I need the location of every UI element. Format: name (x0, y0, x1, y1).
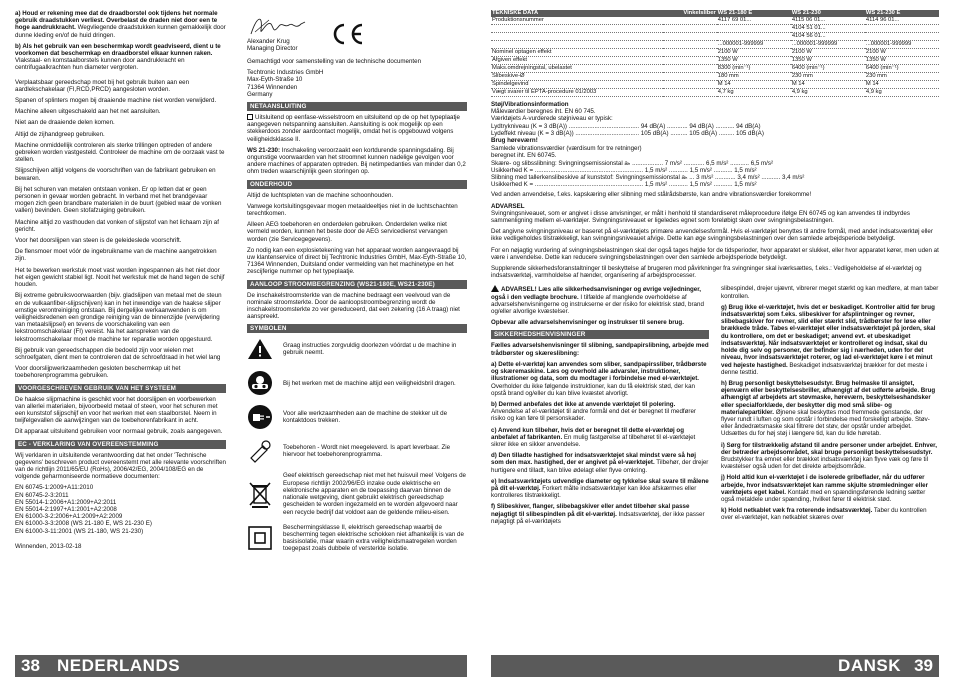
symbol-row (247, 524, 467, 553)
mains-text: Uitsluitend op eenfase-wisselstroom en uitsluitend op de op het typeplaatje aangegeven netspanning aansluiten. Aansluiting is ook mogelijk op een stekkerdoos zonder aardcontact mogelijk, omdat het is opgebouwd volgens veiligheidsklasse II. (247, 114, 461, 143)
symbol-text: Geef elektrisch gereedschap niet met het huisvuil mee! Volgens de Europese richtlijn 2002/96/EG inzake oude elektrische en elektronische apparaten en de toepassing daarvan binnen de nationale wetgeving, dient gebruikt elektrisch gereedschap gescheiden te worden ingezameld en te worden afgevoerd naar een recycle bedrijf dat voldoet aan de geldende milieu-eisen. (283, 472, 466, 516)
safety-paragraph: Machine onmiddellijk controleren als sterke trillingen optreden of andere gebreken worden vastgesteld. Controleer de machine om de oorzaak vast te stellen. (15, 141, 225, 164)
warning-p2: Det angivne svingningsniveau er baseret på el-værktøjets primære anvendelsesformål. Hvis el-værktøjet benyttes til andre formål, med andet indsatsværktøj eller ikke vedligeholdes tilstrækkeligt, kan svingningsniveauet afvige. Dette kan øge svingningsbelastningen over den samlede arbejdsperiode betydeligt. (491, 228, 933, 243)
intended-use-paragraph: De haakse slijpmachine is geschikt voor het doorslijpen en voorbewerken van allerlei materialen, bijvoorbeeld metaal of steen, voor het schuren met een kunststof slijpschijf en voor het werken met een staalborstel. Neem in twijfelgevallen de aanwijzingen van de toebehorenfabrikant in acht. (15, 395, 218, 425)
noise-line: Lydeffekt niveau (K = 3 dB(A)) ..................................... 105 dB(A) .......... 105 dB(A) ......... 105 dB(A) (491, 129, 764, 137)
section-header-safety: SIKKERHEDSHENVISNINGER (491, 330, 709, 339)
safety-paragraph: Verplaatsbaar gereedschap moet bij het gebruik buiten aan een aardlekschakelaar (FI,RCD,PRCD) aangesloten worden. (15, 78, 190, 93)
safety-item-bold: g) Brug ikke el-værktøjet, hvis det er beskadiget. Kontroller altid før brug indsatsværktøj som f.eks. slibeskiver for afsplintninger og revner, slibebagskiver for revner, slid eller stærkt slid, trådbørster for løse eller brækkede tråde. Tabes el-værktøjet eller indsatsværktøjet på jorden, skal du kontrollere, om det er beskadiget; anvend evt. et ubeskadiget indsatsværktøj. Når indsatsværktøjet er kontrolleret og indsat, skal du holde dig selv og personer, der befinder sig i nærheden, uden for det niveau, hvor indsatsværktøjet roterer, og lad el-værktøjet køre i et minut ved højeste hastighed. (721, 303, 936, 369)
vibration-line: Slibning med tallerkenslibeskive af kunststof: Svingningsemissionstal aₕ ... 3 m/s² ............ 3,4 m/s² ........... 3,4 m/s² (491, 174, 805, 182)
safety-paragraph: Spanen of splinters mogen bij draaiende machine niet worden verwijderd. (15, 97, 217, 105)
tech-row-label (491, 41, 717, 49)
section-header-symbols: SYMBOLEN (247, 324, 467, 333)
tech-row-value (865, 25, 939, 33)
mains-text-ws21-230: WS 21-230: Inschakeling veroorzaakt een kortdurende spanningsdaling. Bij ongunstige voorwaarden van het stroomnet kunnen nadelige gevolgen voor andere machines of apparaten optreden. Bij netimpedanties van minder dan 0,2 ohm treden waarschijnlijk geen storingen op. (247, 146, 466, 176)
tech-header-model-2: WS 21-230 (791, 10, 821, 16)
intended-use-paragraph: Dit apparaat uitsluitend gebruiken voor normaal gebruik, zoals aangegeven. (15, 428, 223, 436)
tech-row-value: 1350 W (717, 57, 791, 65)
symbol-row (247, 472, 467, 515)
signer-title: Managing Director (247, 45, 298, 53)
safety-heading: Fælles advarselshenvisninger til slibning, sandpapirslibning, arbejde med trådbørster og skæreslibning: (491, 342, 709, 357)
noise-line: Værktøjets A-vurderede støjniveau er typisk: (491, 115, 613, 123)
tech-row-value: 4,7 kg (717, 89, 791, 97)
section-header-soft-start: AANLOOP STROOMBEGRENZING (WS21-180E, WS21-230E) (247, 280, 467, 289)
language-label-left: NEDERLANDS (57, 656, 181, 675)
safety-paragraph: Machine altijd zo vasthouden dat vonken of slijpstof van het lichaam zijn af gericht. (15, 218, 219, 233)
warning-triangle-icon (247, 336, 273, 362)
intro-paragraph (15, 43, 226, 72)
intro-paragraph (15, 10, 226, 39)
intro-paragraph-text: Vlakstaal- en komstaalborstels kunnen door aandrukkracht en centrifugaalkrachten hun diameter vergroten. (15, 57, 185, 72)
tech-row-label: Afgiven effekt (491, 57, 717, 65)
safety-item (721, 442, 939, 471)
warning-p1: Svingningsniveauet, som er angivet i disse anvisninger, er målt i henhold til standardiseret måleprocedure ifølge EN 60745 og kan anvendes til indbyrdes sammenligning mellem el-værktøjer. Svingningsniveauet er ligeledes egnet som foreløbigt skøn over svingningsbelastningen. (491, 209, 910, 225)
keep-instructions: Opbevar alle advarselshenvisninger og instrukser til senere brug. (491, 319, 684, 327)
intro-paragraph-bold: a) Houd er rekening mee dat de draadborstel ook tijdens het normale gebruik draadstukken verliest. Overbelast de draden niet door een te hoge aandrukkracht. (15, 10, 218, 32)
warning-title: ADVARSEL (491, 202, 525, 210)
tech-row-value: 1350 W (791, 57, 865, 65)
intro-paragraph-bold: b) Als het gebruik van een beschermkap wordt geadviseerd, dient u te voorkomen dat beschermkap en draadborstel elkaar kunnen raken. (15, 42, 221, 58)
safety-item-bold: a) Dette el-værktøj kan anvendes som sliber, sandpapirssliber, trådbørste og skæremaskine. Læs og overhold alle advarsler, instruktioner, illustrationer og data, som du modtager i forbindelse med el-værktøjet. (491, 360, 707, 383)
tech-row-value: 4104 56 01... (791, 33, 865, 41)
symbol-text: Voor alle werkzaamheden aan de machine de stekker uit de kontaktdoos trekken. (283, 410, 448, 425)
tech-row-label: Vægt svarer til EPTA-procedure 01/2003 (491, 89, 717, 97)
accessory-icon (247, 438, 273, 464)
tech-row-label: Spindelgevind (491, 81, 717, 89)
middle-column (247, 10, 467, 561)
tech-row-label: Produktionsnummer (491, 17, 717, 25)
safety-item-text: Øjnene skal beskyttes mod fremmede genstande, der flyver rundt i luften og som opstår i forbindelse med forskelligt arbejde. Støv- eller åndedrætsmaske skal filtrere det støv, der opstår under arbejdet. Udsættes du for høj støj i længere tid, kan du lide høretab. (721, 408, 930, 438)
tech-row-value: 2100 W (865, 49, 939, 57)
signer-name: Alexander Krug (247, 38, 290, 45)
safety-paragraph: Voor doorslijpwerkzaamheden gesloten beschermkap uit het toebehorenprogramma gebruiken. (15, 365, 181, 380)
right-subcolumn-2 (721, 285, 939, 528)
footer-right (491, 647, 939, 677)
safety-item-text: Overholder du ikke følgende instruktioner, kan du få elektrisk stød, der kan opstå brand og/eller du kan blive kvæstet alvorligt. (491, 382, 695, 397)
safety-item-bold: d) Den tilladte hastighed for indsatsværktøjet skal mindst være så høj som den max. hastighed, der er angivet på el-værktøjet. (491, 452, 696, 467)
tech-row-value (717, 33, 791, 41)
safety-paragraph: Voor het doorslijpen van steen is de geleideslede voorschrift. (15, 237, 182, 245)
norm-item: EN 60745-1:2009+A11:2010 (15, 484, 94, 492)
safety-item-text: Beskadiget indsatsværktøj brækker for det meste i denne testtid. (721, 361, 928, 376)
tech-row (491, 33, 939, 41)
symbol-row (247, 438, 467, 464)
page-number-right: 39 (914, 656, 933, 675)
symbol-text: Toebehoren - Wordt niet meegeleverd. Is apart leverbaar. Zie hiervoor het toebehorenprogramma. (283, 444, 451, 459)
tech-row (491, 49, 939, 57)
language-label-right: DANSK (838, 656, 901, 675)
unplug-icon (247, 404, 273, 430)
crossed-bin-icon (247, 481, 273, 507)
safety-item-text: Tilbehør, der drejer hurtigere end tilladt, kan blive ødelagt eller flyve omkring. (491, 459, 709, 474)
tech-row (491, 89, 939, 97)
symbol-row (247, 370, 467, 396)
symbol-row (247, 336, 467, 362)
tech-row-value: 2100 W (717, 49, 791, 57)
tech-row-value: 6400 (min⁻¹) (791, 65, 865, 73)
right-subcolumn-1 (491, 285, 709, 528)
safety-item (491, 478, 709, 500)
place-date: Winnenden, 2013-02-18 (15, 542, 82, 550)
safety-item-text: Taber du kontrollen over el-værktøjet, kan netkablet skæres over (721, 507, 927, 522)
tech-row-value: 4117 69 01... (717, 17, 791, 25)
safety-warning: ADVARSEL! Læs alle sikkerhedsanvisninger og øvrige vejledninger, også i den vedlagte brochure. I tilfælde af manglende overholdelse af advarselshenvisningerne og instrukserne er der risiko for elektrisk stød, brand og/eller alvorlige kvæstelser. (491, 286, 704, 316)
tech-row-value: 230 mm (865, 73, 939, 81)
tech-row-value: ...000001-999999 (717, 41, 791, 49)
safety-paragraph: Bij gebruik van gereedschappen die bedoeld zijn voor wielen met schroefgaten, dient men te controleren dat de schroefdraad in het wiel lang (15, 346, 221, 361)
norm-item: EN 55014-2:1997+A1:2001+A2:2008 (15, 505, 117, 513)
tech-row-value: 2100 W (791, 49, 865, 57)
norm-item: EN 60745-2-3:2011 (15, 491, 69, 499)
tech-row-label (491, 25, 717, 33)
norm-item: EN 61000-3-2:2006+A1:2009+A2:2009 (15, 513, 123, 521)
norm-item: EN 61000-3-11:2001 (WS 21-180, WS 21-230) (15, 527, 144, 535)
company-line: Max-Eyth-Straße 10 (247, 76, 303, 84)
symbol-text: Graag instructies zorgvuldig doorlezen vóórdat u de machine in gebruik neemt. (283, 342, 457, 357)
safety-item-text: En mulig fastgørelse af tilbehøret til el-værktøjet sikrer ikke en sikker anvendelse. (491, 433, 696, 448)
safety-paragraph: Altijd de zijhandgreep gebruiken. (15, 130, 105, 138)
safety-item-text: Brudstykker fra emnet eller brækket indsatsværktøj kan flyve væk og føre til kvæstelser også uden for det direkte arbejdsområde. (721, 455, 929, 471)
tech-row-value: 4114 96 01... (865, 17, 939, 25)
safety-item (491, 401, 709, 423)
safety-item (721, 285, 939, 299)
other-use-note: Ved anden anvendelse, f.eks. kapskæring eller slibning med stålrådsbørste, kan andre vibrationsværdier forekomme! (491, 191, 812, 199)
safety-item-text: Kontakt med en spændingsførende ledning sætter også metaldele under spænding, hvilket fører til elektrisk stød. (721, 488, 926, 503)
tech-row-value: 4,9 kg (865, 89, 939, 97)
safety-item-bold: h) Brug personligt beskyttelsesudstyr. Brug helmaske til ansigtet, øjenværn eller beskyttelsesbriller, afhængigt af det udførte arbejde. Brug afhængigt af arbejdets art støvmaske, høreværn, beskyttelseshandsker eller specialforklæde, der beskytter dig mod små slibe- og materialepartikler. (721, 379, 936, 416)
safety-item-bold: f) Slibeskiver, flanger, slibebagskiver eller andet tilbehør skal passe nøjagtigt til slibespindlen på dit el-værktøj. (491, 503, 690, 518)
safety-item (491, 452, 709, 474)
ear-protection: Brug høreværn! (491, 137, 538, 145)
norm-item: EN 55014-1:2006+A1:2009+A2:2011 (15, 498, 117, 506)
safety-paragraph: Machine alleen uitgeschakeld aan het net aansluiten. (15, 108, 161, 116)
safety-paragraph: De flensmoer moet vóór de ingebruikname van de machine aangetrokken zijn. (15, 248, 217, 263)
safety-item-text: Indsatsværktøj, der ikke passer nøjagtigt på el-værktøjets (491, 510, 705, 525)
safety-paragraph: Bij het schuren van metalen ontstaan vonken. Er op letten dat er geen personen in gevaar worden gebracht. In verband met het brandgevaar mogen zich geen brandbare materialen in de buurt (gebied waar de vonken vallen) bevinden. Geen stofafzuiging gebruiken. (15, 185, 222, 215)
tech-header-model-3: WS 21-230 E (865, 10, 901, 16)
norm-item: EN 61000-3-3:2008 (WS 21-180 E, WS 21-230 E) (15, 520, 152, 528)
tech-row-value: 1350 W (865, 57, 939, 65)
maintenance-paragraph: Altijd de luchtspleten van de machine schoonhouden. (247, 191, 394, 199)
safety-item (721, 380, 939, 438)
tech-header-model-1: WS 21-180 E (717, 10, 753, 16)
vibration-line: Usikkerhed K = ............................................................... 1,5 m/s² ........... 1,5 m/s² ........... 1,5 m/s² (491, 181, 757, 189)
safety-item-text: slibespindel, drejer ujævnt, vibrerer meget stærkt og kan medføre, at man taber kontrollen. (721, 285, 939, 300)
safety-item (721, 304, 939, 376)
tech-row-value: ...000001-999999 (791, 41, 865, 49)
maintenance-paragraph: Alleen AEG toebehoren en onderdelen gebruiken. Onderdelen welke niet vermeld worden, kunnen het beste door de AEG servicedienst vervangen worden (zie Servicegegevens). (247, 221, 448, 243)
tech-row (491, 65, 939, 73)
tech-row (491, 17, 939, 25)
tech-header-tool: Vinkelsliber (683, 10, 716, 16)
section-header-intended-use: VOORGESCHREVEN GEBRUIK VAN HET SYSTEEM (15, 384, 226, 393)
tech-row-value: M 14 (717, 81, 791, 89)
right-column (491, 10, 939, 529)
safety-item-bold: j) Hold altid kun el-værktøjet i de isolerede gribeflader, når du udfører arbejde, hvor indsatsværktøjet kan ramme skjulte strømledninger eller værktøjets eget kabel. (721, 474, 929, 496)
tech-row-value: 6400 (min⁻¹) (865, 65, 939, 73)
tech-row-value: 8300 (min⁻¹) (717, 65, 791, 73)
tech-row-value: 4,9 kg (791, 89, 865, 97)
safety-paragraph: Bij extreme gebruiksvoorwaarden (bijv. gladslijpen van metaal met de steun en de vulkaanfiber-slijpschijven) kan in het inwendige van de haakse slijper ernstige verontreiniging ontstaan. Bij dergelijke werkaanwenden is om veiligheidsredenen een grondige reiniging van de binnenzijde (verwijdering van metaalslijpsel) en tevens de voorschakeling van een lekstroomschakelaar (FI) vereist. Na het aanspreken van de lekstroomschakelaar moet de machine ter reparatie worden opgestuurd. (15, 292, 222, 343)
tech-row (491, 41, 939, 49)
tech-row-label: Maks.omdrejningstal, ubelastet (491, 65, 717, 73)
warning-p3: For en nøjagtig vurdering af svingningsbelastningen skal der også tages højde for de tidsperioder, hvor apparatet er slukket, eller hvor apparatet kører, men uden at være i anvendelse. Dette kan reducere svingningsbelastningen over den samlede arbejdsperiode betydeligt. (491, 246, 939, 261)
symbol-row (247, 404, 467, 430)
tech-data-table (491, 10, 939, 97)
tech-row-value: ...000001-999999 (865, 41, 939, 49)
safety-item (491, 503, 709, 525)
tech-row-value: M 14 (865, 81, 939, 89)
section-header-ec-declaration: EC - VERKLARING VAN OVEREENSTEMMING (15, 440, 226, 449)
safety-item (721, 507, 939, 521)
tech-row-label: Nominel optagen effekt (491, 49, 717, 57)
symbol-text: Bij het werken met de machine altijd een veiligheidsbril dragen. (283, 379, 456, 387)
tech-row-value (865, 33, 939, 41)
class-ii-icon (247, 525, 273, 551)
symbol-text: Beschermingsklasse II, elektrisch gereedschap waarbij de bescherming tegen elektrische schokken niet afhankelijk is van de basisisolatie, maar waarin extra veiligheidsmaatregelen worden toegepast zoals dubbele of versterkte isolatie. (283, 523, 464, 553)
safety-item-bold: i) Sørg for tilstrækkelig afstand til andre personer under arbejdet. Enhver, der betræder arbejdsområdet, skal bruge personligt beskyttelsesudstyr. (721, 441, 937, 456)
company-line: Germany (247, 90, 273, 98)
warning-p4: Supplerende sikkerhedsforanstaltninger til beskyttelse af brugeren mod påvirkninger fra svingninger skal iværksættes, f.eks.: Vedligeholdelse af el-værktøj og indsatsværktøj, varmholdelse af hænder, organisering af arbejdsprocesser. (491, 265, 922, 280)
safety-item (721, 474, 939, 503)
tech-row-value: 180 mm (717, 73, 791, 81)
section-header-mains: NETAANSLUITING (247, 102, 467, 111)
intro-paragraph-text: Wegvliegende draadstukken kunnen gemakkelijk door dunne kleding en/of de huid dringen. (15, 24, 226, 39)
noise-line: Lydtrykniveau (K = 3 dB(A)) ......................................... 94 dB(A) ............ 94 dB(A) ........... 94 dB(A) (491, 122, 761, 130)
ec-declaration-text: Wij verklaren in uitsluitende verantwoording dat het onder 'Technische gegevens' beschreven product overeenstemt met alle relevante voorschriften van de richtlijn 2011/65/EU (RoHs), 2006/42/EG, 2004/108/EG en de volgende geharmoniseerde normatieve documenten: (15, 451, 226, 481)
safety-item-bold: k) Hold netkablet væk fra roterende indsatsværktøj. (721, 507, 873, 515)
footer-left (15, 647, 467, 677)
warning-triangle-inline-icon (491, 285, 499, 292)
tech-row (491, 57, 939, 65)
maintenance-paragraph: Vanwege kortsluitingsgevaar mogen metaaldeeltjes niet in de luchtschachten terechtkomen. (247, 202, 458, 218)
tech-row-value: M 14 (791, 81, 865, 89)
ce-mark (329, 22, 365, 46)
safety-item (491, 361, 709, 397)
page-number-left: 38 (21, 656, 40, 675)
tech-row-label: Slibeskive-Ø (491, 73, 717, 81)
safety-item-bold: c) Anvend kun tilbehør, hvis det er beregnet til dette el-værktøj og anbefalet af fabrikanten. (491, 426, 684, 441)
tech-row (491, 25, 939, 33)
tech-row-label (491, 33, 717, 41)
vibration-line: Skære- og slibsslibning: Svingningsemissionstal aₕ .................. 7 m/s² ............ 6,5 m/s² ........... 6,5 m/s² (491, 159, 774, 167)
noise-line: Måleværdier beregnes iht. EN 60 745. (491, 108, 596, 116)
vibration-line: Usikkerhed K = ............................................................... 1,5 m/s² ........... 1,5 m/s² ........... 1,5 m/s² (491, 166, 757, 174)
safety-item-bold: b) Dermed anbefales det ikke at anvende værktøjet til polering. (491, 400, 676, 408)
signature (249, 12, 309, 38)
vibration-line: beregnet iht. EN 60745. (491, 152, 557, 160)
tech-row-value: 4104 51 01... (791, 25, 865, 33)
safety-paragraph: Slijpschijven altijd volgens de voorschriften van de fabrikant gebruiken en bewaren. (15, 167, 216, 182)
tech-row-value: 230 mm (791, 73, 865, 81)
tech-header-title: TEKNISKE DATA (492, 10, 539, 16)
left-column (15, 10, 226, 554)
vibration-line: Samlede vibrationsværdier (værdisum for tre retninger) (491, 145, 642, 153)
tech-row-value (717, 25, 791, 33)
authorised-text: Gemachtigd voor samenstelling van de technische documenten (247, 58, 422, 65)
safety-item-bold: e) Indsatsværktøjets udvendige diameter og tykkelse skal svare til målene på dit el-værktøj. (491, 477, 709, 492)
tech-table-header (491, 10, 939, 17)
safety-paragraph: Het te bewerken werkstuk moet vast worden ingespannen als het niet door het eigen gewicht stabiel ligt. Nooit het werkstuk met de hand tegen de schijf houden. (15, 266, 225, 289)
safety-item (491, 427, 709, 449)
soft-start-text: De inschakelstroomsterkte van de machine bedraagt een veelvoud van de nominale stroomsterkte. Door de aanloopstroombegrenzing wordt de inschakelstroomsterkte zo ver gereduceerd, dat een zekering (16 A traag) niet aanspreekt. (247, 291, 460, 321)
protective-goggles-icon (247, 370, 273, 396)
company-line: 71364 Winnenden (247, 83, 298, 91)
safety-paragraph: Niet aan de draaiende delen komen. (15, 119, 115, 127)
tech-row (491, 73, 939, 81)
safety-item-text: Forkert målte indsatsværktøjer kan ikke afskærmes eller kontrolleres tilstrækkeligt. (491, 484, 697, 500)
maintenance-paragraph: Zo nodig kan een explosietekening van het apparaat worden aangevraagd bij uw klantenservice of direct bij Techtronic Industries GmbH, Max-Eyth-Straße 10, 71364 Winnenden, Duitsland onder vermelding van het machinetype en het zescijferige nummer op het typeplaatje. (247, 246, 467, 276)
tech-row (491, 81, 939, 89)
company-line: Techtronic Industries GmbH (247, 69, 324, 77)
section-header-maintenance: ONDERHOUD (247, 180, 467, 189)
tech-row-value: 4115 06 01... (791, 17, 865, 25)
noise-title: Støj/Vibrationsinformation (491, 101, 569, 108)
safety-item-text: Anvendelse af el-værktøjet til andre formål end det er beregnet til medfører risiko og kan føre til personskader. (491, 408, 696, 423)
class-ii-inline-icon (247, 114, 253, 120)
